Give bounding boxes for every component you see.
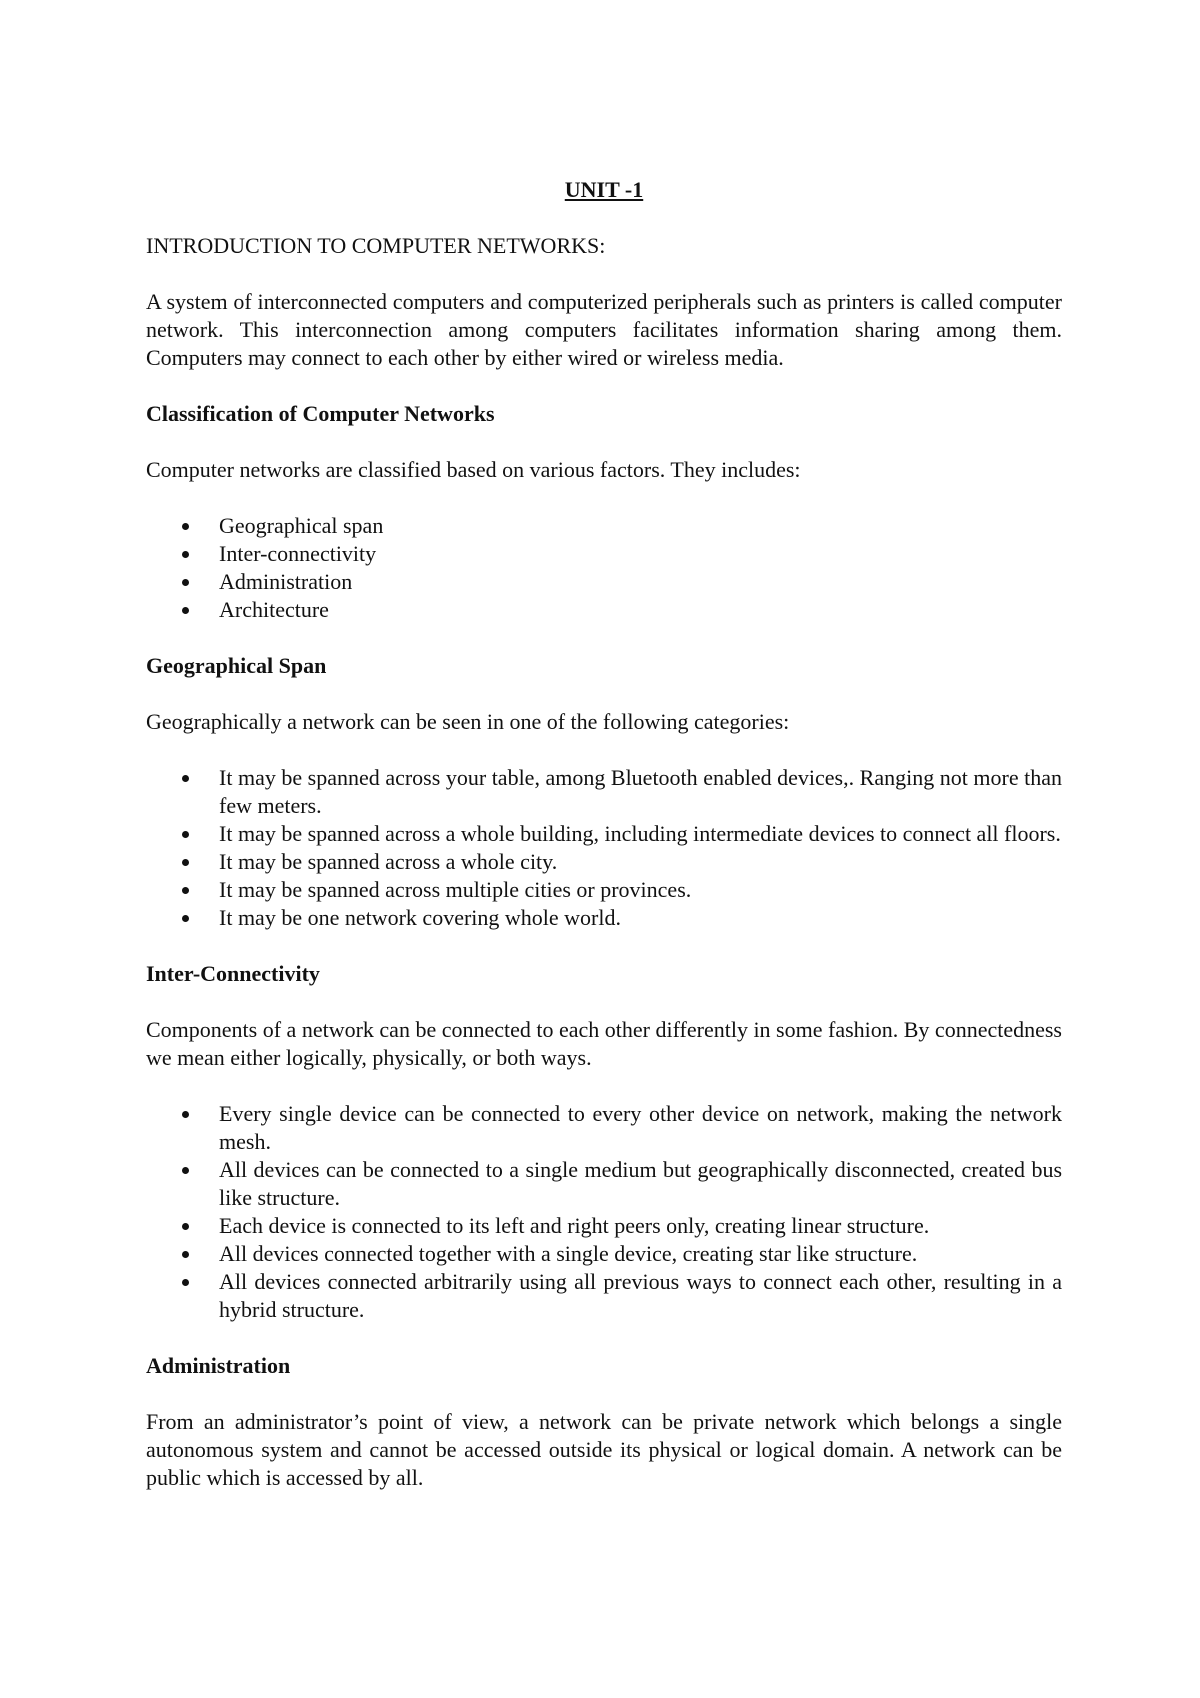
bullet-icon: [182, 1279, 189, 1286]
list-item-text: Architecture: [219, 597, 329, 622]
classification-list: [146, 512, 1062, 624]
classification-paragraph: Computer networks are classified based on various factors. They includes:: [146, 457, 801, 482]
list-item-text: It may be spanned across a whole city.: [219, 849, 558, 874]
intro-heading: INTRODUCTION TO COMPUTER NETWORKS:: [146, 233, 606, 258]
bullet-icon: [182, 523, 189, 530]
bullet-icon: [182, 775, 189, 782]
bullet-icon: [182, 915, 189, 922]
bullet-icon: [182, 859, 189, 866]
list-item-text: It may be spanned across a whole building, including intermediate devices to connect all floors.: [219, 821, 1061, 846]
list-item-text: All devices can be connected to a single medium but geographically disconnected, created bus like structure.: [219, 1157, 1062, 1210]
bullet-icon: [182, 1251, 189, 1258]
list-item-text: Each device is connected to its left and right peers only, creating linear structure.: [219, 1213, 930, 1238]
list-item-text: Every single device can be connected to every other device on network, making the network mesh.: [219, 1101, 1062, 1154]
list-item-text: All devices connected arbitrarily using all previous ways to connect each other, resulting in a hybrid structure.: [219, 1269, 1062, 1322]
bullet-icon: [182, 579, 189, 586]
administration-paragraph: From an administrator’s point of view, a network can be private network which belongs a single autonomous system and cannot be accessed outside its physical or logical domain. A network can be public which is accessed by all.: [146, 1409, 1062, 1490]
list-item: [146, 1156, 1062, 1212]
bullet-icon: [182, 551, 189, 558]
list-item: [146, 764, 1062, 820]
list-item-text: It may be spanned across multiple cities or provinces.: [219, 877, 692, 902]
list-item-text: Inter-connectivity: [219, 541, 377, 566]
geographical-span-paragraph: Geographically a network can be seen in one of the following categories:: [146, 709, 790, 734]
intro-paragraph: A system of interconnected computers and computerized peripherals such as printers is called computer network. This interconnection among computers facilitates information sharing among them. Computers may connect to each other by either wired or wireless media.: [146, 289, 1062, 370]
bullet-icon: [182, 831, 189, 838]
geographical-span-heading: Geographical Span: [146, 653, 327, 678]
list-item: [146, 876, 1062, 904]
list-item-text: It may be spanned across your table, among Bluetooth enabled devices,. Ranging not more than few meters.: [219, 765, 1062, 818]
document-content: [146, 176, 1062, 1520]
list-item: [146, 848, 1062, 876]
list-item: [146, 1240, 1062, 1268]
bullet-icon: [182, 1223, 189, 1230]
bullet-icon: [182, 1167, 189, 1174]
list-item-text: Geographical span: [219, 513, 384, 538]
bullet-icon: [182, 887, 189, 894]
list-item-text: Administration: [219, 569, 353, 594]
bullet-icon: [182, 1111, 189, 1118]
list-item: [146, 596, 1062, 624]
list-item: [146, 568, 1062, 596]
classification-heading: Classification of Computer Networks: [146, 401, 495, 426]
list-item: [146, 904, 1062, 932]
list-item: [146, 1100, 1062, 1156]
list-item: [146, 512, 1062, 540]
geographical-span-list: [146, 764, 1062, 932]
list-item-text: All devices connected together with a single device, creating star like structure.: [219, 1241, 918, 1266]
bullet-icon: [182, 607, 189, 614]
list-item: [146, 540, 1062, 568]
inter-connectivity-list: [146, 1100, 1062, 1324]
list-item: [146, 1212, 1062, 1240]
inter-connectivity-heading: Inter-Connectivity: [146, 961, 320, 986]
list-item: [146, 1268, 1062, 1324]
list-item: [146, 820, 1062, 848]
list-item-text: It may be one network covering whole world.: [219, 905, 621, 930]
inter-connectivity-paragraph: Components of a network can be connected to each other differently in some fashion. By connectedness we mean either logically, physically, or both ways.: [146, 1017, 1062, 1070]
administration-heading: Administration: [146, 1353, 291, 1378]
unit-title: UNIT -1: [564, 177, 644, 202]
